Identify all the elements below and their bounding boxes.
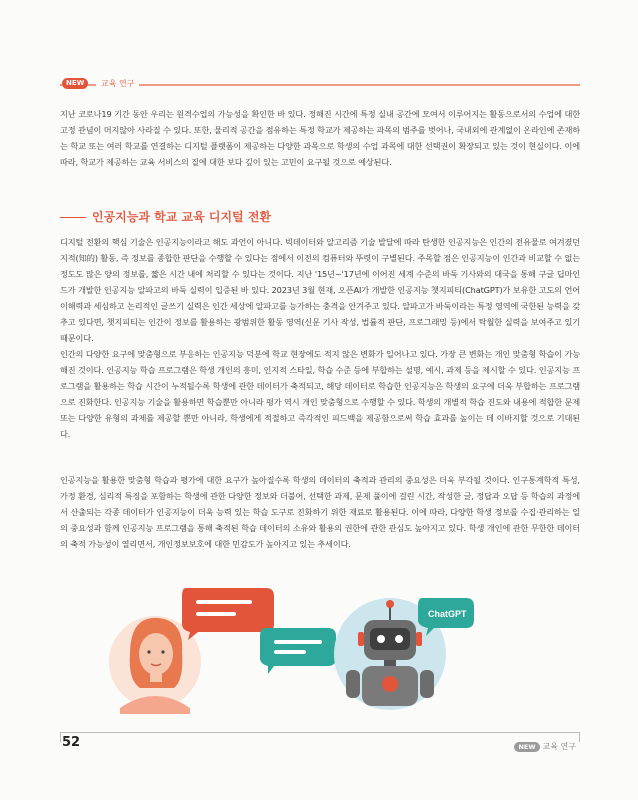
heading-dash — [60, 217, 86, 218]
footer-rule — [60, 732, 580, 733]
body-paragraph-3: 인공지능을 활용한 맞춤형 학습과 평가에 대한 요구가 높아질수록 학생의 데이터의 축적과 관리의 중요성은 더욱 부각될 것이다. 인구통계학적 특성, 가정 환경, 심리적 특징을 포함하는 학생에 관한 다양한 정보와 더불어, 선택한 과제, 문제 풀이에 걸린 시간, 작성한 글, 정답과 오답 등 학습의 과정에서 산출되는 각종 데이터가 인공지능이 더욱 능력 있는 학습 도구로 진화하기 위한 재료로 활용된다. 이에 따라, 다양한 학생 정보를 수집·관리하는 일의 중요성과 함께 인공지능 프로그램을 통해 축적된 학습 데이터의 소유와 활용의 권한에 관한 관심도 높아지고 있다. 학생 개인에 관한 무한한 데이터의 축적 가능성이 열리면서, 개인정보보호에 대한 민감도가 높아지고 있는 추세이다. — [60, 475, 580, 549]
body-paragraph-1: 디지털 전환의 핵심 기술은 인공지능이라고 해도 과언이 아니다. 빅데이터와 알고리즘 기술 발달에 따라 탄생한 인공지능은 인간의 전유물로 여겨졌던 지적(知的) 활동, 즉 정보를 종합한 판단을 수행할 수 있다는 점에서 이전의 컴퓨터와 뚜렷이 구별된다. 주목할 점은 인공지능이 인간과 비교할 수 없는 정도도 많은 양의 정보를, 짧은 시간 내에 처리할 수 있다는 것이다. 지난 '15년~'17년에 이어진 세계 수준의 바둑 기사와의 대국을 통해 구글 딥마인드가 개발한 인공지능 알파고의 바둑 실력이 입증된 바 있다. 2023년 3월 현재, 오픈AI가 개발한 인공지능 챗지피티(ChatGPT)가 보유한 고도의 언어 이해력과 세심하고 논리적인 글쓰기 실력은 인간 세상에 알파고를 능가하는 충격을 안겨주고 있다. 알파고가 바둑이라는 특정 영역에 국한된 능력을 갖추고 있다면, 챗지피티는 인간이 정보를 활용하는 광범위한 활동 영역(신문 기사 작성, 법률적 판단, 프로그래밍 등)에서 탁월한 실력을 보여주고 있기 때문이다. — [60, 237, 580, 343]
intro-paragraph: 지난 코로나19 기간 동안 우리는 원격수업의 가능성을 확인한 바 있다. 정해진 시간에 특정 실내 공간에 모여서 이루어지는 활동으로서의 수업에 대한 고정 관념이 머지않아 사라질 수 있다. 또한, 물리적 공간을 점유하는 특정 학교가 제공하는 과목의 범주를 벗어나, 국내외에 관계없이 온라인에 존재하는 학교 또는 여러 학교를 연결하는 디지털 플랫폼이 제공하는 다양한 과목으로 학생의 수업 과목에 대한 선택권이 확장되고 있는 것이 현실이다. 이에 따라, 학교가 제공하는 교육 서비스의 질에 대한 보다 깊이 있는 고민이 요구될 것으로 예상된다. — [60, 109, 580, 167]
header-section-label: 교육 연구 — [96, 77, 139, 90]
footer-section — [514, 736, 576, 751]
footer-tick-right — [579, 732, 580, 742]
running-header — [60, 76, 580, 92]
body-paragraph-2: 인간의 다양한 요구에 맞춤형으로 부응하는 인공지능 덕분에 학교 현장에도 적지 않은 변화가 일어나고 있다. 가장 큰 변화는 개인 맞춤형 학습이 가능해진 것이다. 인공지능 학습 프로그램은 학생 개인의 흥미, 인지적 스타일, 학습 수준 등에 부합하는 설명, 예시, 과제 등을 제시할 수 있다. 인공지능 프로그램을 활용하는 학습 시간이 누적될수록 학생에 관한 데이터가 축적되고, 해당 데이터로 학습한 인공지능은 학생의 요구에 더욱 부합하는 프로그램으로 진화한다. 인공지능 기술을 활용하면 학습뿐만 아니라 평가 역시 개인 맞춤형으로 수행할 수 있다. 학생의 개별적 학습 진도와 내용에 적합한 문제 또는 다양한 유형의 과제를 제공할 뿐만 아니라, 학생에게 적절하고 즉각적인 피드백을 제공함으로써 학습 효과를 높이는 데 이바지할 것으로 기대된다. — [60, 349, 581, 439]
illustration — [100, 584, 540, 724]
speech-bubble-left — [182, 588, 274, 640]
page-footer — [60, 732, 580, 756]
section-heading — [60, 208, 580, 226]
header-new-badge: NEW — [62, 78, 88, 89]
speech-bubble-middle — [260, 628, 336, 674]
chatgpt-label: ChatGPT — [428, 609, 467, 619]
footer-tick-left — [60, 732, 61, 742]
footer-section-label: 교육 연구 — [542, 742, 576, 751]
page-number: 52 — [62, 735, 81, 750]
footer-new-badge: NEW — [514, 742, 539, 752]
illustration-svg — [100, 584, 540, 724]
section-title: 인공지능과 학교 교육 디지털 전환 — [92, 210, 272, 224]
